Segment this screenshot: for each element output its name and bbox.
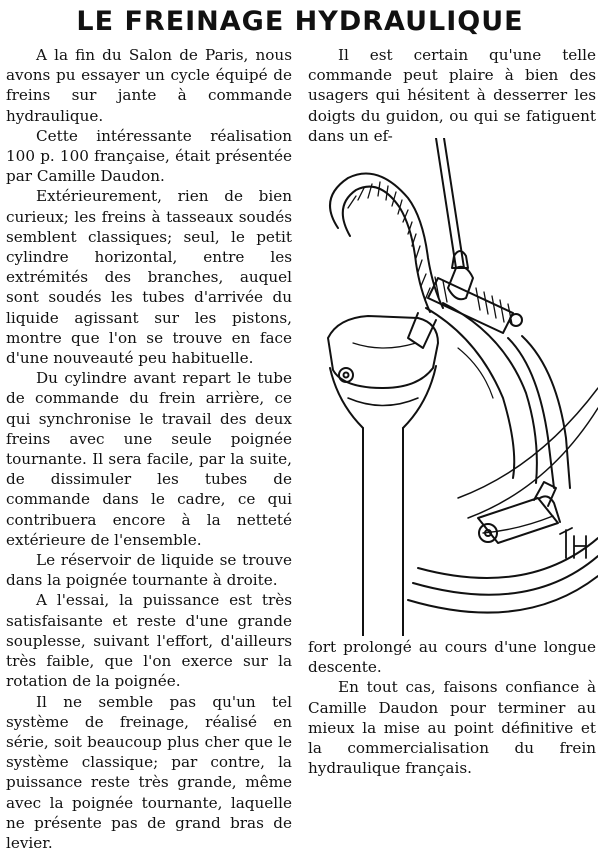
paragraph: A la fin du Salon de Paris, nous avons pu essayer un cycle équipé de freins sur jante à commande hydraulique. bbox=[6, 45, 292, 126]
right-column-bottom bbox=[308, 637, 596, 778]
brake-arms bbox=[339, 303, 570, 488]
brake-illustration bbox=[308, 138, 598, 636]
artist-monogram bbox=[560, 528, 586, 558]
cable-housing bbox=[330, 174, 443, 313]
paragraph: Il ne semble pas qu'un tel système de freinage, réalisé en série, soit beaucoup plus cher que le système classique; par contre, la puissance reste très grande, même avec la poignée tournante, laquelle ne présente pas de grand bras de levier. bbox=[6, 692, 292, 853]
right-column-top bbox=[308, 45, 596, 146]
paragraph: Le réservoir de liquide se trouve dans la poignée tournante à droite. bbox=[6, 550, 292, 590]
paragraph: Extérieurement, rien de bien curieux; les freins à tasseaux soudés semblent classiques; seul, le petit cylindre horizontal, entre les extrémités des branches, auquel sont soudés les tubes d'arrivée du liquide agissant sur les pistons, montre que l'on se trouve en face d'une nouveauté peu habituelle. bbox=[6, 186, 292, 368]
paragraph: Cette intéressante réalisation 100 p. 100 française, était présentée par Camille Daudon. bbox=[6, 126, 292, 187]
article-title: LE FREINAGE HYDRAULIQUE bbox=[0, 6, 600, 37]
paragraph: En tout cas, faisons confiance à Camille Daudon pour terminer au mieux la mise au point définitive et la commercialisation du frein hydraulique français. bbox=[308, 677, 596, 778]
paragraph: Il est certain qu'une telle commande peut plaire à bien des usagers qui hésitent à desserrer les doigts du guidon, ou qui se fatiguent dans un ef- bbox=[308, 45, 596, 146]
wheel-rim bbox=[408, 388, 598, 613]
paragraph: fort prolongé au cours d'une longue descente. bbox=[308, 637, 596, 677]
left-column bbox=[6, 45, 292, 853]
control-rod bbox=[436, 138, 468, 268]
paragraph: A l'essai, la puissance est très satisfaisante et reste d'une grande souplesse, suivant l'effort, d'ailleurs très faible, que l'on exerce sur la rotation de la poignée. bbox=[6, 590, 292, 691]
paragraph: Du cylindre avant repart le tube de commande du frein arrière, ce qui synchronise le travail des deux freins avec une seule poignée tournante. Il sera facile, par la suite, de dissimuler les tubes de commande dans le cadre, ce qui contribuera encore à la netteté extérieure de l'ensemble. bbox=[6, 368, 292, 550]
fork-tube bbox=[328, 316, 438, 636]
